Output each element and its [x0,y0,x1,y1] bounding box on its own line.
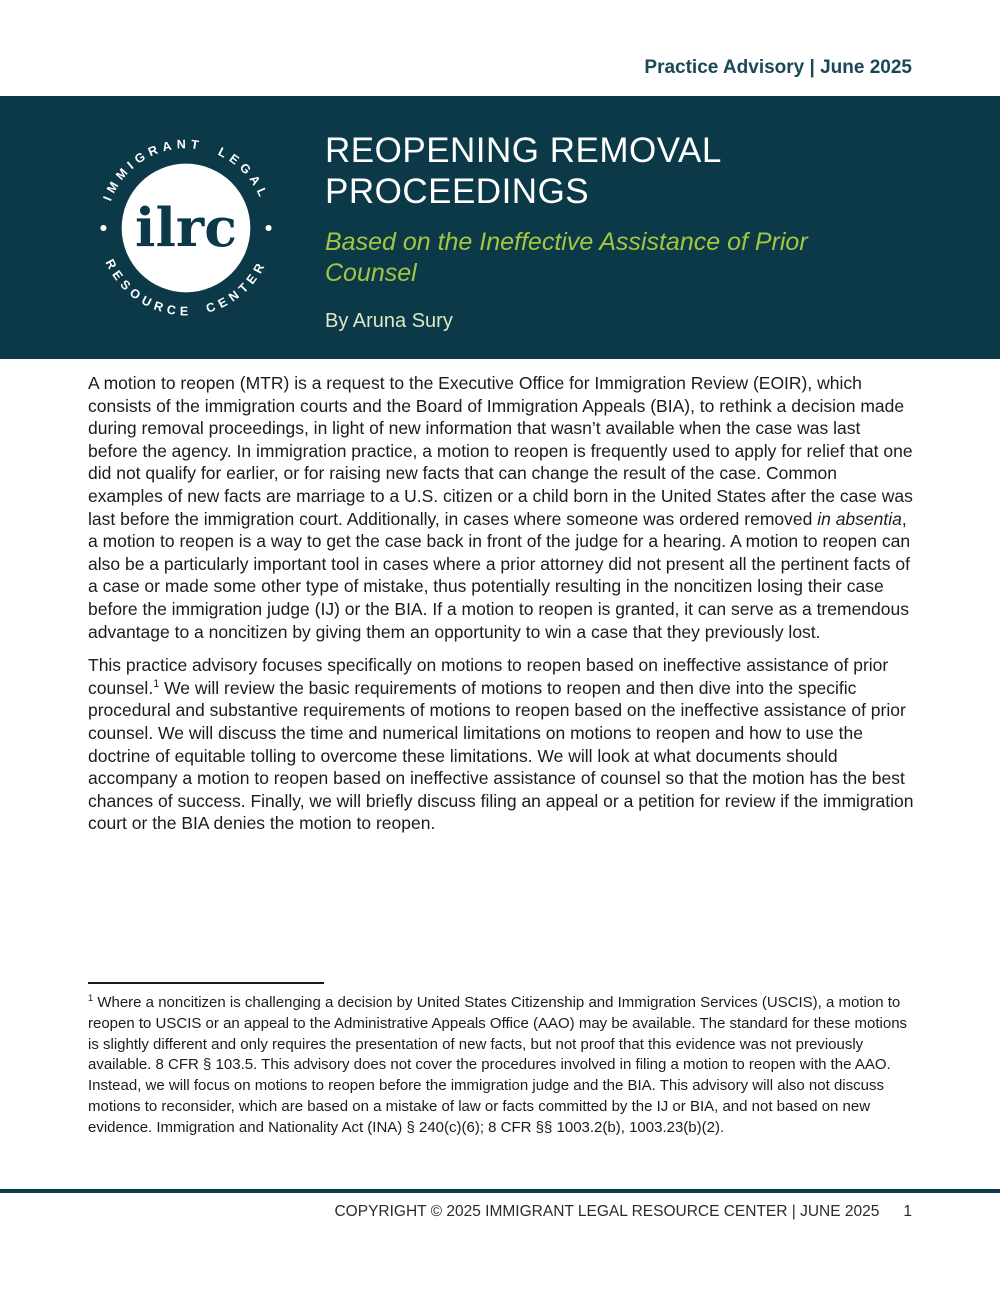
document-subtitle: Based on the Ineffective Assistance of Prior Counsel [325,228,808,287]
footnote-separator [88,982,324,984]
logo-wordmark: ilrc [135,196,237,260]
latin-phrase-italic: in absentia [817,508,902,529]
article-body [88,372,914,846]
page-footer [334,1203,912,1221]
footnote-area [88,982,914,1139]
ilrc-logo [90,132,282,324]
logo-right-dot [265,225,271,231]
paragraph-overview-text-cont: We will review the basic requirements of motions to reopen and then dive into the specific procedural and substantive requirements of motions to reopen based on the ineffective assistance of prior counsel. We will discuss the time and numerical limitations on motions to reopen and how to use the doctrine of equitable tolling to overcome these limitations. We will look at what documents should accompany a motion to reopen based on ineffective assistance of counsel so that the motion has the best chances of success. Finally, we will briefly discuss filing an appeal or a petition for review if the immigration court or the BIA denies the motion to reopen. [88,677,914,834]
footnote-text [88,993,914,1139]
paragraph-intro-text-cont: , a motion to reopen is a way to get the case back in front of the judge for a hearing. A motion to reopen can also be a particularly important tool in cases where a prior attorney did not present all the pertinent facts of a case or made some other type of mistake, thus potentially resulting in the noncitizen losing their case before the immigration judge (IJ) or the BIA. If a motion to reopen is granted, it can serve as a tremendous advantage to a noncitizen by giving them an opportunity to win a case that they previously lost. [88,508,911,642]
banner-text-block [325,130,925,333]
paragraph-intro [88,372,914,643]
footnote-body: Where a noncitizen is challenging a decision by United States Citizenship and Immigration Services (USCIS), a motion to reopen to USCIS or an appeal to the Administrative Appeals Office (AAO) may be available. The standard for these motions is slightly different and only requires the presentation of new facts, but not proof that this evidence was not previously available. 8 CFR § 103.5. This advisory does not cover the procedures involved in filing a motion to reopen with the AAO. Instead, we will focus on motions to reopen before the immigration judge and the BIA. This advisory will also not discuss motions to reconsider, which are based on a mistake of law or facts committed by the IJ or BIA, and not based on new evidence. Immigration and Nationality Act (INA) § 240(c)(6); 8 CFR §§ 1003.2(b), 1003.23(b)(2). [88,994,908,1136]
logo-left-dot [100,225,106,231]
footer-rule [0,1189,1000,1193]
title-banner [0,96,1000,359]
logo-arc-top-text: IMMIGRANT LEGAL [100,137,272,203]
footnote-reference: 1 [153,677,160,690]
document-title: REOPENING REMOVAL PROCEEDINGS [325,131,721,211]
logo-arc-bottom-text: RESOURCE CENTER [102,256,270,319]
footnote-marker: 1 [88,993,94,1003]
page-number: 1 [903,1203,912,1220]
author-byline: By Aruna Sury [325,310,453,332]
paragraph-overview-text: This practice advisory focuses specifically on motions to reopen based on ineffective assistance of prior counsel. [88,655,889,698]
practice-advisory-date-header: Practice Advisory | June 2025 [644,57,912,78]
paragraph-intro-text: A motion to reopen (MTR) is a request to the Executive Office for Immigration Review (EOIR), which consists of the immigration courts and the Board of Immigration Appeals (BIA), to rethink a decision made during removal proceedings, in light of new information that wasn’t available when the case was last before the agency. In immigration practice, a motion to reopen is frequently used to apply for relief that one did not qualify for earlier, or for raising new facts that can change the result of the case. Common examples of new facts are marriage to a U.S. citizen or a child born in the United States after the case was last before the immigration court. Additionally, in cases where someone was ordered removed [88,373,913,529]
paragraph-overview [88,654,914,835]
copyright-text: COPYRIGHT © 2025 IMMIGRANT LEGAL RESOURCE CENTER | JUNE 2025 [334,1203,880,1220]
